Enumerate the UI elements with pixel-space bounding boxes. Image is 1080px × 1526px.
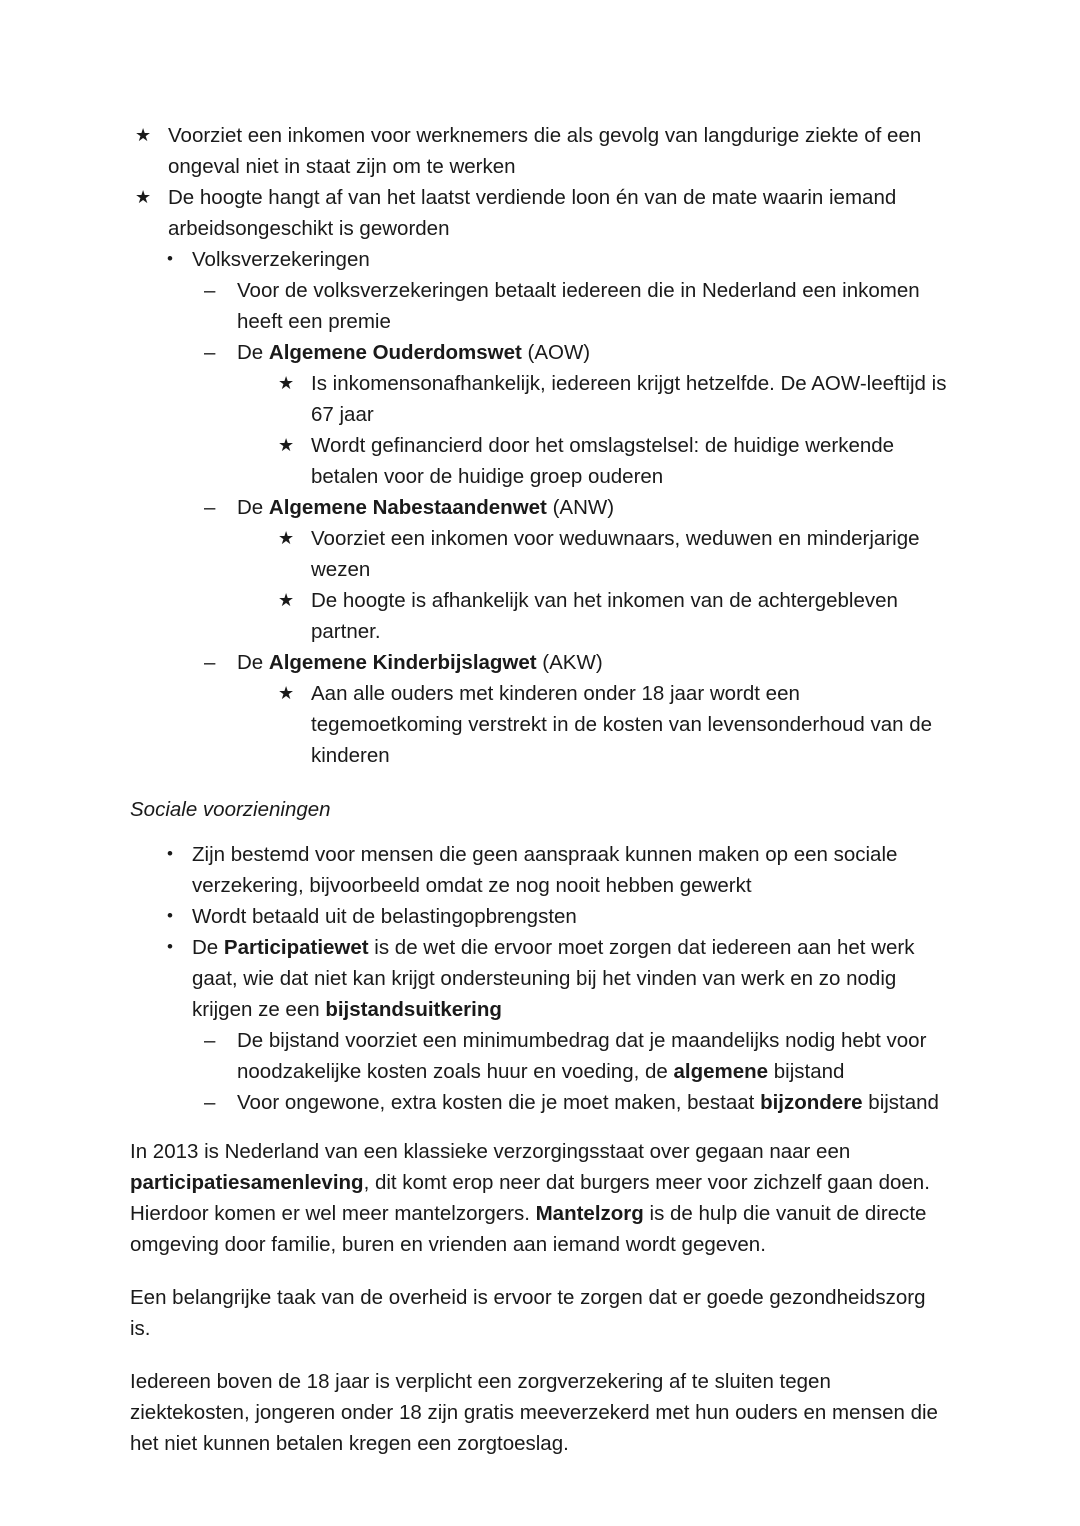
list-item	[273, 678, 950, 771]
law-name: Algemene Nabestaandenwet	[268, 496, 547, 519]
paragraph-part2: , dit komt erop neer dat burgers meer voor zichzelf gaan doen. Hierdoor komen er wel meer mantelzorgers.	[130, 1171, 930, 1225]
law-abbrev: (ANW)	[546, 496, 615, 519]
list-item	[130, 901, 950, 932]
list-item-volksverzekeringen	[130, 244, 950, 771]
law-name: Algemene Ouderdomswet	[268, 341, 522, 364]
list-item-label: Wordt gefinancierd door het omslagstelsel: de huidige werkende betalen voor de huidige groep ouderen	[311, 434, 895, 488]
list-item-label: Aan alle ouders met kinderen onder 18 jaar wordt een tegemoetkoming verstrekt in de kosten van levensonderhoud van de kinderen	[311, 682, 933, 767]
list-item	[273, 585, 950, 647]
dash-icon: –	[204, 496, 216, 519]
top-star-list	[130, 120, 950, 244]
star-icon: ★	[278, 373, 295, 393]
list-item-akw	[198, 647, 950, 771]
participatiewet-term: Participatiewet	[223, 936, 369, 959]
paragraph-part1: In 2013 is Nederland van een klassieke verzorgingsstaat over gegaan naar een	[130, 1140, 851, 1163]
list-item-algemene-bijstand	[198, 1025, 950, 1087]
list-item-label: Voor de volksverzekeringen betaalt iedereen die in Nederland een inkomen heeft een premie	[237, 279, 920, 333]
dash-icon: –	[204, 279, 216, 302]
bijstandsuitkering-term: bijstandsuitkering	[325, 998, 502, 1021]
participatiewet-part1: De	[192, 936, 224, 959]
star-icon: ★	[135, 125, 152, 145]
list-item-label: Is inkomensonafhankelijk, iedereen krijgt hetzelfde. De AOW-leeftijd is 67 jaar	[311, 372, 947, 426]
list-item-bijzondere-bijstand	[198, 1087, 950, 1118]
paragraph-zorgverzekering: Iedereen boven de 18 jaar is verplicht een zorgverzekering af te sluiten tegen ziektekosten, jongeren onder 18 zijn gratis meeverzekerd met hun ouders en mensen die het niet kunnen betalen kregen een zorgtoeslag.	[130, 1370, 938, 1455]
list-item-label	[237, 1087, 950, 1118]
list-item-label: Voorziet een inkomen voor weduwnaars, weduwen en minderjarige wezen	[311, 527, 920, 581]
participatiewet-sublist	[198, 1025, 950, 1118]
sociale-voorzieningen-list	[130, 839, 950, 1118]
star-icon: ★	[278, 528, 295, 548]
mantelzorg-term: Mantelzorg	[535, 1202, 644, 1225]
list-item	[273, 430, 950, 492]
bullet-dot-icon: •	[167, 937, 173, 956]
star-icon: ★	[278, 435, 295, 455]
list-item-label	[237, 337, 950, 368]
dash-icon: –	[204, 1091, 216, 1114]
list-item-label	[237, 647, 950, 678]
bullet-dot-icon: •	[167, 249, 173, 268]
star-icon: ★	[278, 590, 295, 610]
star-icon: ★	[135, 187, 152, 207]
akw-points	[273, 678, 950, 771]
list-item-label	[237, 1025, 950, 1087]
bullet-dot-icon: •	[167, 844, 173, 863]
bijstand-part1: De bijstand voorziet een minimumbedrag dat je maandelijks nodig hebt voor noodzakelijke kosten zoals huur en voeding, de	[237, 1029, 927, 1083]
law-prefix: De	[237, 651, 269, 674]
bijstand-part2: bijstand	[862, 1091, 939, 1114]
dash-icon: –	[204, 651, 216, 674]
list-item-label	[237, 492, 950, 523]
law-prefix: De	[237, 496, 269, 519]
bullet-dot-icon: •	[167, 906, 173, 925]
paragraph-participatiesamenleving	[130, 1136, 950, 1260]
list-item-label: Volksverzekeringen	[192, 248, 370, 271]
law-abbrev: (AOW)	[521, 341, 591, 364]
law-name: Algemene Kinderbijslagwet	[268, 651, 537, 674]
section-heading-sociale-voorzieningen: Sociale voorzieningen	[130, 798, 331, 821]
list-item-label: De hoogte is afhankelijk van het inkomen van de achtergebleven partner.	[311, 589, 898, 643]
spacer	[130, 1118, 950, 1136]
paragraph-gezondheidszorg: Een belangrijke taak van de overheid is ervoor te zorgen dat er goede gezondheidszorg is.	[130, 1286, 926, 1340]
bijstand-part2: bijstand	[768, 1060, 845, 1083]
dash-icon: –	[204, 341, 216, 364]
list-item	[130, 182, 950, 244]
list-item	[273, 523, 950, 585]
list-item	[130, 839, 950, 901]
volksverzekeringen-sublist	[198, 275, 950, 771]
anw-points	[273, 523, 950, 647]
list-item	[130, 120, 950, 182]
participatiesamenleving-term: participatiesamenleving	[130, 1171, 364, 1194]
bijstand-part1: Voor ongewone, extra kosten die je moet maken, bestaat	[237, 1091, 761, 1114]
document-body	[130, 120, 950, 1459]
list-item-participatiewet	[130, 932, 950, 1118]
list-item-aow	[198, 337, 950, 492]
list-item-label	[192, 932, 950, 1025]
participatiewet-part2: is de wet die ervoor moet zorgen dat iedereen aan het werk gaat, wie dat niet kan krijgt ondersteuning bij het vinden van werk en zo nodig krijgen ze een	[192, 936, 915, 1021]
dash-icon: –	[204, 1029, 216, 1052]
list-item	[198, 275, 950, 337]
algemene-term: algemene	[673, 1060, 769, 1083]
list-item-label: Zijn bestemd voor mensen die geen aanspraak kunnen maken op een sociale verzekering, bijvoorbeeld omdat ze nog nooit hebben gewerkt	[192, 843, 898, 897]
paragraph-part3: is de hulp die vanuit de directe omgeving door familie, buren en vrienden aan iemand wordt gegeven.	[130, 1202, 927, 1256]
volksverzekeringen-list	[130, 244, 950, 771]
bijzondere-term: bijzondere	[760, 1091, 863, 1114]
star-icon: ★	[278, 683, 295, 703]
law-prefix: De	[237, 341, 269, 364]
list-item-label: Wordt betaald uit de belastingopbrengsten	[192, 905, 577, 928]
law-abbrev: (AKW)	[536, 651, 603, 674]
list-item-label: De hoogte hangt af van het laatst verdiende loon én van de mate waarin iemand arbeidsongeschikt is geworden	[168, 186, 897, 240]
aow-points	[273, 368, 950, 492]
list-item-anw	[198, 492, 950, 647]
list-item	[273, 368, 950, 430]
list-item-label: Voorziet een inkomen voor werknemers die als gevolg van langdurige ziekte of een ongeval niet in staat zijn om te werken	[168, 124, 922, 178]
